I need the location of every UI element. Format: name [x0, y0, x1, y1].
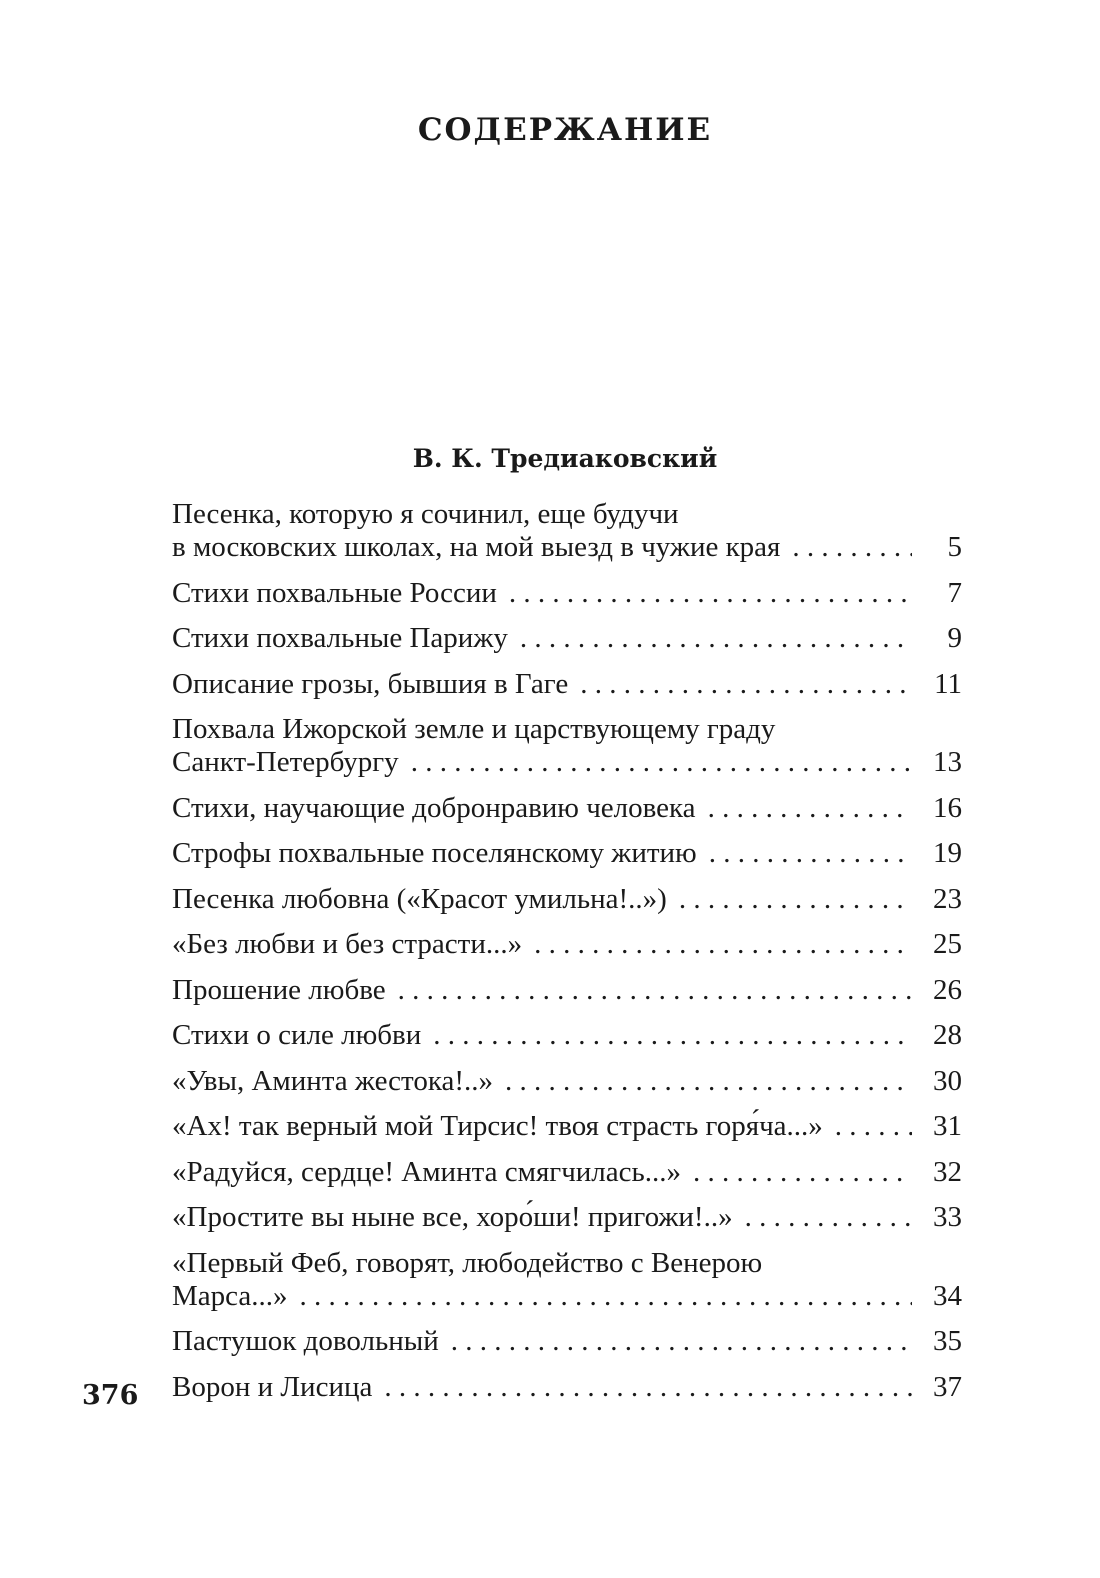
- toc-entry[interactable]: [172, 622, 962, 655]
- toc-entry[interactable]: [172, 974, 962, 1007]
- dot-leader: [679, 883, 912, 916]
- toc-entry-title: «Без любви и без страсти...»: [172, 928, 523, 960]
- toc-entry-title: «Увы, Аминта жестока!..»: [172, 1064, 494, 1097]
- toc-entry-page: 26: [933, 973, 962, 1006]
- toc-entry-page: 25: [933, 928, 962, 960]
- toc-entry-title: «Радуйся, сердце! Аминта смягчилась...»: [172, 1155, 681, 1188]
- toc-entry-page: 5: [947, 531, 962, 563]
- toc-entry-title: Пастушок довольный: [172, 1325, 439, 1357]
- toc-entry[interactable]: [172, 1371, 962, 1404]
- dot-leader: [509, 577, 912, 610]
- dot-leader: [745, 1201, 912, 1234]
- toc-entry[interactable]: [172, 713, 962, 779]
- toc-entry-title-line1: «Первый Феб, говорят, любодейство с Венерою: [172, 1246, 763, 1279]
- toc-entry-page: 28: [933, 1019, 962, 1051]
- toc-entry-title-line2: Марса...»: [172, 1279, 288, 1312]
- dot-leader: [433, 1019, 912, 1052]
- toc-entry-page: 34: [933, 1279, 962, 1312]
- toc-entry[interactable]: [172, 1325, 962, 1358]
- toc-entry[interactable]: [172, 792, 962, 825]
- dot-leader: [709, 837, 912, 870]
- dot-leader: [384, 1371, 912, 1404]
- toc-entry[interactable]: [172, 883, 962, 916]
- toc-entry-page: 32: [933, 1155, 962, 1188]
- toc-entry-page: 9: [947, 622, 962, 654]
- toc-entry-page: 35: [933, 1325, 962, 1357]
- toc-entry[interactable]: [172, 1201, 962, 1234]
- toc-entry[interactable]: [172, 1065, 962, 1098]
- toc-entry-title: Прошение любве: [172, 973, 386, 1006]
- toc-entry-title: Стихи похвальные России: [172, 576, 497, 609]
- table-of-contents: [172, 498, 962, 1416]
- toc-entry-title: «Ах! так верный мой Тирсис! твоя страсть горя́ча...»: [172, 1110, 823, 1142]
- toc-entry-title-line2: Санкт-Петербургу: [172, 746, 399, 778]
- toc-entry-title-line1: Песенка, которую я сочинил, еще будучи: [172, 498, 679, 530]
- toc-entry-title: Стихи похвальные Парижу: [172, 622, 508, 654]
- toc-entry-page: 33: [933, 1201, 962, 1233]
- dot-leader: [451, 1325, 912, 1358]
- toc-entry-title-line1: Похвала Ижорской земле и царствующему граду: [172, 713, 776, 745]
- toc-entry[interactable]: [172, 1247, 962, 1313]
- dot-leader: [835, 1110, 912, 1143]
- toc-entry-title: Стихи, научающие добронравию человека: [172, 791, 696, 824]
- dot-leader: [398, 974, 912, 1007]
- dot-leader: [520, 622, 912, 655]
- toc-entry[interactable]: [172, 668, 962, 701]
- page-number: 376: [82, 1380, 139, 1411]
- dot-leader: [693, 1156, 912, 1189]
- toc-entry-page: 11: [934, 667, 962, 700]
- toc-entry-page: 13: [933, 746, 962, 778]
- toc-entry-page: 19: [933, 837, 962, 869]
- toc-entry[interactable]: [172, 928, 962, 961]
- dot-leader: [580, 668, 912, 701]
- toc-entry-page: 31: [933, 1110, 962, 1142]
- toc-entry-title: Описание грозы, бывшия в Гаге: [172, 667, 569, 700]
- toc-entry[interactable]: [172, 1110, 962, 1143]
- dot-leader: [411, 746, 912, 779]
- toc-entry-title: «Простите вы ныне все, хоро́ши! пригожи!..»: [172, 1201, 733, 1233]
- dot-leader: [792, 531, 912, 564]
- toc-entry-page: 7: [947, 576, 962, 609]
- toc-entry[interactable]: [172, 1019, 962, 1052]
- toc-entry-title: Строфы похвальные поселянскому житию: [172, 837, 697, 869]
- toc-entry[interactable]: [172, 498, 962, 564]
- section-heading-author: В. К. Тредиаковский: [412, 444, 718, 473]
- toc-entry-page: 16: [933, 791, 962, 824]
- toc-entry-title: Песенка любовна («Красот умильна!..»): [172, 882, 667, 915]
- toc-entry[interactable]: [172, 1156, 962, 1189]
- dot-leader: [505, 1065, 912, 1098]
- toc-entry-page: 23: [933, 882, 962, 915]
- toc-entry-title: Ворон и Лисица: [172, 1370, 373, 1403]
- toc-entry-title: Стихи о силе любви: [172, 1019, 422, 1051]
- toc-entry-page: 30: [933, 1064, 962, 1097]
- toc-entry-page: 37: [933, 1370, 962, 1403]
- toc-entry[interactable]: [172, 837, 962, 870]
- toc-entry-title-line2: в московских школах, на мой выезд в чужие края: [172, 531, 781, 563]
- dot-leader: [534, 928, 912, 961]
- dot-leader: [300, 1280, 912, 1313]
- dot-leader: [708, 792, 912, 825]
- toc-entry[interactable]: [172, 577, 962, 610]
- page-title: СОДЕРЖАНИЕ: [417, 112, 713, 148]
